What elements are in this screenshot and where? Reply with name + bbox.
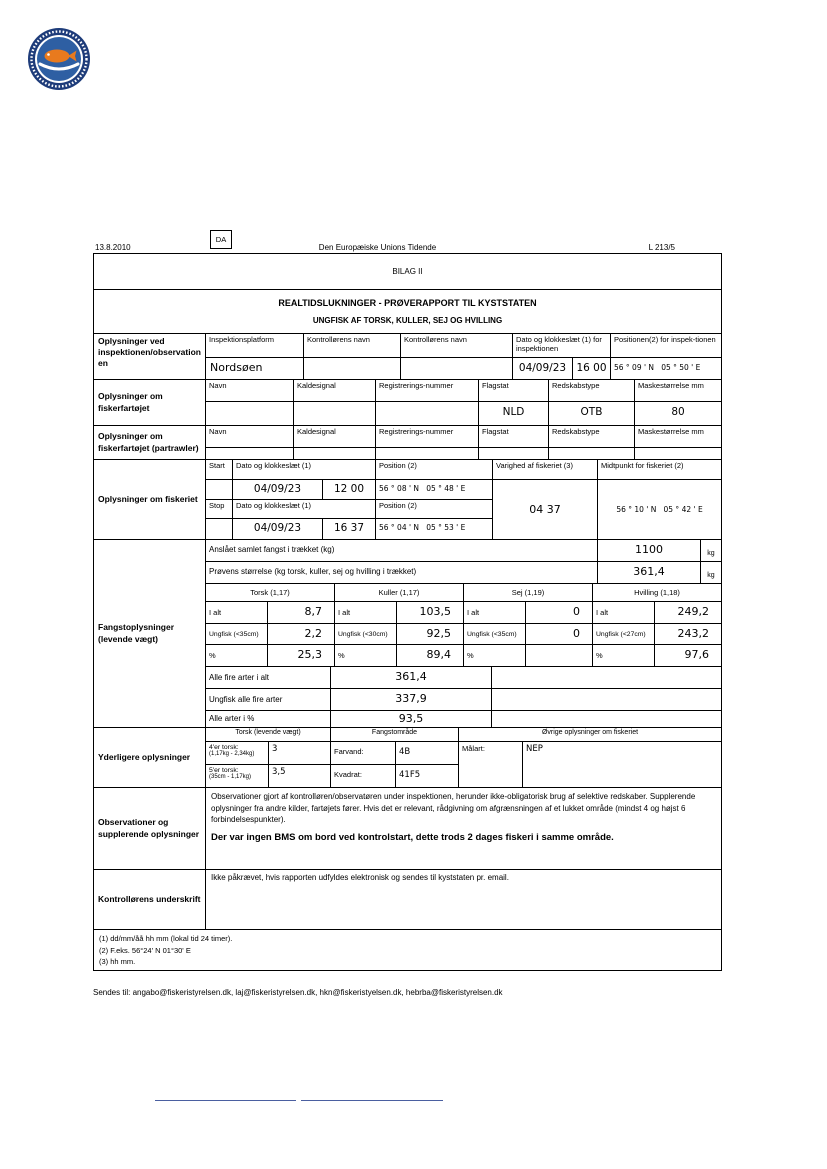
section-label-signature: Kontrollørens underskrift	[94, 870, 206, 929]
pct-label-kuller: %	[335, 645, 397, 666]
signature-note: Ikke påkrævet, hvis rapporten udfyldes elektronisk og sendes til kyststaten pr. email.	[211, 873, 509, 882]
pct-value-sej	[526, 645, 593, 666]
section-footnotes	[94, 930, 721, 970]
young-value-kuller: 92,5	[397, 624, 464, 645]
empty-cell	[492, 667, 721, 688]
vessel-flag-header: Flagstat	[479, 380, 549, 401]
farvand-value: 4B	[396, 742, 458, 765]
species-header-sej: Sej (1,19)	[464, 584, 593, 601]
young-label-hvilling: Ungfisk (<27cm)	[593, 624, 655, 645]
section-label-inspection: Oplysninger ved inspektionen/observationen	[94, 334, 206, 379]
start-label: Start	[206, 460, 233, 479]
pair-mesh-header: Maskestørrelse mm	[638, 427, 704, 436]
title-row	[94, 290, 721, 334]
annex-label: BILAG II	[392, 267, 423, 276]
footnote-2: (2) F.eks. 56°24' N 01°30' E	[99, 945, 191, 955]
cod4-range: (1,17kg - 2,34kg)	[209, 751, 255, 757]
pct-label-torsk: %	[206, 645, 268, 666]
vessel-gear-value: OTB	[549, 402, 635, 425]
kvadrat-value: 41F5	[399, 770, 421, 780]
total-value-hvilling: 249,2	[677, 604, 709, 618]
cod-grade-labels	[206, 742, 269, 787]
section-label-fishery: Oplysninger om fiskeriet	[94, 460, 206, 539]
total-catch-label: Anslået samlet fangst i trækket (kg)	[206, 540, 598, 561]
pct-label-hvilling: %	[593, 645, 655, 666]
page-header	[93, 235, 722, 254]
young-all-value: 337,9	[331, 689, 492, 710]
vessel-name-header: Navn	[206, 380, 294, 401]
target-species-value: NEP	[526, 744, 543, 754]
inspection-position-header: Positionen(2) for inspek-tionen	[614, 335, 716, 344]
pct-value-hvilling: 97,6	[684, 648, 709, 662]
empty-cell	[206, 480, 233, 499]
footnote-3: (3) hh mm.	[99, 957, 136, 967]
kvadrat-label: Kvadrat:	[334, 770, 362, 779]
area-labels	[331, 742, 396, 787]
page-number: L 213/5	[648, 243, 675, 252]
inspection-report-form	[93, 253, 722, 971]
controller1-header: Kontrollørens navn	[304, 334, 401, 357]
cod5-value: 3,5	[272, 767, 286, 777]
language-code-box: DA	[210, 230, 232, 249]
stop-position-header: Position (2)	[376, 500, 493, 519]
vessel-gear-header: Redskabstype	[549, 380, 635, 401]
start-position-header: Position (2)	[376, 460, 493, 479]
observations-instructions: Observationer gjort af kontrolløren/observatøren under inspektionen, herunder ikke-obligatorisk brug af selektive redskaber. Supplerende oplysninger fra andre kilder, fartøjets fører. Hvis det er relevant, rådgivning om afgrænsningen af et lukket område (mindst 4 og højst 6 forbindelsespunkter).	[211, 792, 696, 825]
section-observations	[94, 788, 721, 870]
pair-mesh-value	[635, 448, 721, 459]
young-all-label: Ungfisk alle fire arter	[206, 689, 331, 710]
vessel-name-value	[206, 402, 294, 425]
form-title: REALTIDSLUKNINGER - PRØVERAPPORT TIL KYSTSTATEN	[278, 298, 537, 308]
journal-title: Den Europæiske Unions Tidende	[318, 243, 437, 252]
cod4-value: 3	[269, 742, 330, 765]
target-species-value-col	[523, 742, 721, 787]
young-value-hvilling: 243,2	[677, 626, 709, 640]
section-label-additional: Yderligere oplysninger	[94, 728, 206, 787]
start-date-value: 04/09/23	[233, 480, 323, 499]
vessel-flag-value: NLD	[479, 402, 549, 425]
section-label-pair-vessel: Oplysninger om fiskerfartøjet (partrawler)	[94, 426, 206, 459]
footer-line-1	[155, 1100, 296, 1101]
platform-header: Inspektionsplatform	[206, 334, 304, 357]
section-additional	[94, 728, 721, 788]
farvand-label: Farvand:	[331, 742, 395, 765]
total-value-kuller: 103,5	[397, 602, 464, 623]
sample-size-label: Prøvens størrelse (kg torsk, kuller, sej og hvilling i trækket)	[206, 562, 598, 583]
target-species-label-col	[459, 742, 523, 787]
pct-value-torsk: 25,3	[268, 645, 335, 666]
empty-cell	[492, 689, 721, 710]
inspection-datetime-header: Dato og klokkeslæt (1) for inspektionen	[513, 334, 611, 357]
vessel-regnumber-header: Registrerings-nummer	[376, 380, 479, 401]
controller2-value	[401, 358, 513, 379]
midpoint-column	[598, 460, 721, 539]
controller1-value	[304, 358, 401, 379]
start-time-value: 12 00	[323, 480, 376, 499]
young-label-sej: Ungfisk (<35cm)	[464, 624, 526, 645]
start-position-value: 56 ° 08 ' N 05 ° 48 ' E	[376, 480, 493, 499]
pair-gear-header: Redskabstype	[549, 426, 635, 447]
duration-value: 04 37	[529, 503, 561, 516]
species-header-kuller: Kuller (1,17)	[335, 584, 464, 601]
total-catch-value: 1100	[598, 540, 701, 561]
duration-header: Varighed af fiskeriet (3)	[493, 460, 597, 480]
all-species-total-value: 361,4	[331, 667, 492, 688]
stop-position-value: 56 ° 04 ' N 05 ° 53 ' E	[376, 519, 493, 539]
pair-name-header: Navn	[206, 426, 294, 447]
midpoint-value: 56 ° 10 ' N 05 ° 42 ' E	[616, 505, 703, 514]
stop-date-value: 04/09/23	[233, 519, 323, 539]
start-datetime-header: Dato og klokkeslæt (1)	[233, 460, 376, 479]
footnote-1: (1) dd/mm/åå hh mm (lokal tid 24 timer).	[99, 934, 233, 943]
total-label-kuller: I alt	[335, 602, 397, 623]
area-values	[396, 742, 459, 787]
empty-cell	[492, 711, 721, 727]
total-label-torsk: I alt	[206, 602, 268, 623]
catch-area-header: Fangstområde	[331, 728, 459, 741]
empty-cell	[206, 519, 233, 539]
cod-liveweight-header: Torsk (levende vægt)	[206, 728, 331, 741]
cod5-label-cell	[206, 765, 268, 787]
vessel-mesh-value: 80	[671, 406, 685, 418]
target-species-label: Målart:	[462, 744, 485, 753]
total-value-torsk: 8,7	[268, 602, 335, 623]
fisheries-logo	[27, 27, 91, 91]
species-header-torsk: Torsk (1,17)	[206, 584, 335, 601]
header-date: 13.8.2010	[95, 243, 131, 252]
section-label-observations: Observationer og supplerende oplysninger	[94, 788, 206, 869]
inspection-date-value: 04/09/23	[513, 358, 573, 379]
cod5-range: (35cm - 1,17kg)	[209, 774, 252, 780]
species-header-hvilling: Hvilling (1,18)	[634, 587, 680, 597]
inspection-position-value: 56 ° 09 ' N 05 ° 50 ' E	[614, 363, 701, 372]
total-label-hvilling: I alt	[593, 602, 655, 623]
fishery-startstop-grid	[206, 460, 493, 539]
total-label-sej: I alt	[464, 602, 526, 623]
midpoint-header: Midtpunkt for fiskeriet (2)	[598, 460, 721, 480]
sample-size-value: 361,4	[598, 562, 701, 583]
other-info-header: Øvrige oplysninger om fiskeriet	[541, 729, 639, 736]
pair-regnumber-header: Registrerings-nummer	[376, 426, 479, 447]
total-catch-unit: kg	[707, 550, 715, 557]
controller2-header: Kontrollørens navn	[401, 334, 513, 357]
young-label-torsk: Ungfisk (<35cm)	[206, 624, 268, 645]
vessel-regnumber-value	[376, 402, 479, 425]
stop-time-value: 16 37	[323, 519, 376, 539]
send-to-note: Sendes til: angabo@fiskeristyrelsen.dk, laj@fiskeristyrelsen.dk, hkn@fiskeristyelsen.dk, hebrba@fiskeristyrelsen.dk	[93, 988, 503, 997]
young-value-torsk: 2,2	[268, 624, 335, 645]
platform-value: Nordsøen	[206, 358, 304, 379]
pair-callsign-value	[294, 448, 376, 459]
section-catch	[94, 540, 721, 728]
pair-flag-header: Flagstat	[479, 426, 549, 447]
footnotes	[94, 930, 721, 970]
pct-label-sej: %	[464, 645, 526, 666]
annex-row	[94, 254, 721, 290]
duration-column	[493, 460, 598, 539]
cod5-label: 5'er torsk:	[209, 767, 239, 774]
section-vessel	[94, 380, 721, 426]
observations-remark: Der var ingen BMS om bord ved kontrolstart, dette trods 2 dages fiskeri i samme område.	[211, 831, 614, 843]
section-inspection	[94, 334, 721, 380]
pct-all-label: Alle arter i %	[206, 711, 331, 727]
pct-value-kuller: 89,4	[397, 645, 464, 666]
pct-all-value: 93,5	[331, 711, 492, 727]
vessel-mesh-header: Maskestørrelse mm	[638, 381, 704, 390]
inspection-time-value: 16 00	[573, 358, 611, 379]
pair-callsign-header: Kaldesignal	[294, 426, 376, 447]
section-pair-vessel	[94, 426, 721, 460]
vessel-callsign-header: Kaldesignal	[294, 380, 376, 401]
section-signature	[94, 870, 721, 930]
cod4-label: 4'er torsk:	[209, 744, 239, 751]
cod-grade-values	[269, 742, 331, 787]
section-label-vessel: Oplysninger om fiskerfartøjet	[94, 380, 206, 425]
fisheries-logo-icon	[27, 27, 91, 91]
section-label-catch: Fangstoplysninger (levende vægt)	[94, 540, 206, 727]
form-subtitle: UNGFISK AF TORSK, KULLER, SEJ OG HVILLING	[312, 316, 503, 325]
pair-name-value	[206, 448, 294, 459]
sample-size-unit: kg	[707, 571, 715, 579]
pair-regnumber-value	[376, 448, 479, 459]
pair-flag-value	[479, 448, 549, 459]
total-value-sej: 0	[526, 602, 593, 623]
section-fishery	[94, 460, 721, 540]
all-species-total-label: Alle fire arter i alt	[206, 667, 331, 688]
young-label-kuller: Ungfisk (<30cm)	[335, 624, 397, 645]
stop-label: Stop	[206, 500, 233, 519]
young-value-sej: 0	[526, 624, 593, 645]
pair-gear-value	[549, 448, 635, 459]
vessel-callsign-value	[294, 402, 376, 425]
cod4-label-cell	[206, 742, 268, 765]
stop-datetime-header: Dato og klokkeslæt (1)	[233, 500, 376, 519]
footer-line-2	[301, 1100, 443, 1101]
